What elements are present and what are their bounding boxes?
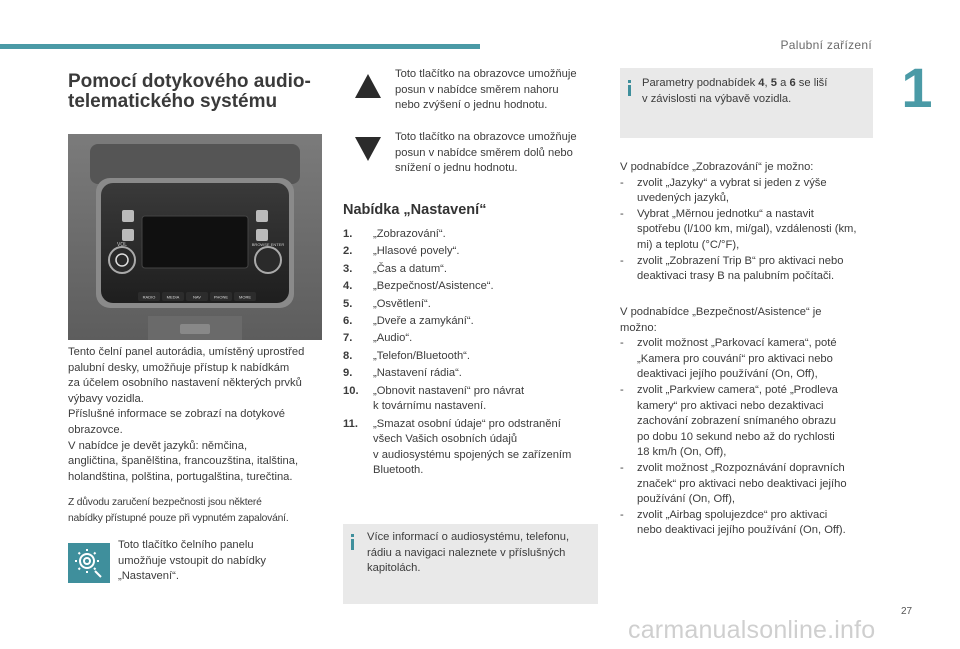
settings-menu-list — [343, 227, 598, 481]
info-audio-line: kapitolách. — [367, 562, 421, 575]
photo-label-vol: VOL — [116, 242, 128, 248]
safety-option-line: značek“ pro aktivaci nebo deaktivaci jejího — [637, 477, 847, 490]
menu-item-number: 4. — [343, 280, 353, 293]
settings-menu-item — [343, 384, 598, 415]
safety-option — [620, 383, 882, 461]
menu-item-number: 7. — [343, 332, 353, 345]
photo-label-media: MEDIA — [166, 294, 180, 300]
intro-line: výbavy vozidla. — [68, 392, 144, 405]
down-button-description — [395, 130, 605, 177]
safety-option-line: zachování zobrazení snímaného obrazu — [637, 415, 837, 428]
safety-note — [68, 495, 330, 526]
up-button-description — [395, 67, 605, 114]
info-sep-1: , — [764, 77, 771, 89]
safety-option-line: 18 km/h (On, Off), — [637, 446, 727, 459]
menu-item-number: 8. — [343, 349, 353, 362]
info-text-c: se liší — [795, 77, 828, 89]
safety-option — [620, 461, 882, 508]
menu-item-text: „Osvětlení“. — [373, 297, 431, 310]
chapter-number: 1 — [901, 56, 933, 119]
safety-option-line: - zvolit „Airbag spolujezdce“ pro aktivaci — [637, 508, 828, 521]
menu-item-text: „Dveře a zamykání“. — [373, 314, 474, 327]
menu-item-text: „Nastavení rádia“. — [373, 367, 462, 380]
photo-label-radio: RADIO — [142, 294, 156, 300]
display-intro: V podnabídce „Zobrazování“ je možno: — [620, 161, 814, 173]
display-option-line: - zvolit „Zobrazení Trip B“ pro aktivaci nebo — [637, 254, 844, 267]
menu-item-text: „Smazat osobní údaje“ pro odstranění — [373, 417, 561, 430]
info-icon-dot — [351, 534, 354, 537]
info-parameters-text — [642, 76, 870, 107]
safety-option-line: - zvolit možnost „Parkovací kamera“, poté — [637, 337, 837, 350]
menu-item-text: „Čas a datum“. — [373, 262, 447, 275]
menu-item-text: „Zobrazování“. — [373, 228, 446, 240]
settings-desc-line: „Nastavení“. — [118, 570, 179, 583]
photo-label-phone: PHONE — [213, 294, 229, 300]
intro-line: V nabídce je devět jazyků: němčina, — [68, 439, 248, 452]
display-option-line: spotřebu (l/100 km, mi/gal), vzdálenosti (km, — [637, 223, 857, 236]
intro-line: obrazovce. — [68, 423, 123, 436]
settings-menu-item — [343, 244, 598, 260]
intro-line: Tento čelní panel autorádia, umístěný uprostřed — [68, 346, 305, 358]
menu-item-text: „Obnovit nastavení“ pro návrat — [373, 384, 525, 397]
up-desc-line: Toto tlačítko na obrazovce umožňuje — [395, 68, 577, 80]
arrow-down-icon — [355, 137, 381, 161]
menu-item-text: „Bezpečnost/Asistence“. — [373, 280, 494, 293]
settings-menu-item — [343, 331, 598, 347]
info-text-a: Parametry podnabídek — [642, 77, 759, 89]
photo-label-nav: NAV — [193, 294, 201, 300]
safety-option-line: používání (On, Off), — [637, 493, 736, 506]
menu-item-number: 5. — [343, 297, 353, 310]
info-parameters-line-1 — [642, 76, 870, 92]
intro-line: angličtina, španělština, francouzština, italština, — [68, 455, 299, 468]
safety-option-line: po dobu 10 sekund nebo až do rychlosti — [637, 430, 835, 443]
intro-line: holandština, polština, portugalština, turečtina. — [68, 470, 293, 483]
display-option-line: mi) a teplotu (°C/°F), — [637, 238, 740, 251]
safety-option-line: nebo deaktivaci jejího používání (On, Off). — [637, 524, 846, 537]
arrow-up-icon — [355, 74, 381, 98]
safety-option-line: kamery“ pro aktivaci nebo dezaktivaci — [637, 399, 824, 412]
menu-item-text: v audiosystému spojených se zařízením — [373, 448, 572, 461]
info-bold-6: 6 — [789, 77, 796, 89]
settings-menu-item — [343, 262, 598, 278]
display-option-line: - zvolit „Jazyky“ a vybrat si jeden z výše — [637, 176, 827, 189]
settings-menu-title: Nabídka „Nastavení“ — [343, 202, 487, 218]
menu-item-number: 2. — [343, 245, 353, 258]
menu-item-text: k továrnímu nastavení. — [373, 400, 487, 413]
menu-item-text: „Audio“. — [373, 332, 413, 345]
page-title-line-2: telematického systému — [68, 91, 278, 112]
display-option — [620, 254, 882, 285]
page-number: 27 — [901, 606, 913, 617]
display-option — [620, 176, 882, 207]
page-title-line-1: Pomocí dotykového audio- — [68, 71, 311, 92]
menu-item-text: všech Vašich osobních údajů — [373, 433, 518, 446]
safety-option-line: „Kamera pro couvání“ pro aktivaci nebo — [637, 352, 833, 365]
chapter-title: Palubní zařízení — [780, 38, 872, 52]
display-submenu-section — [620, 160, 882, 285]
info-bold-5: 5 — [770, 77, 777, 89]
safety-intro-line: V podnabídce „Bezpečnost/Asistence“ je — [620, 306, 822, 318]
display-options-list — [620, 176, 882, 285]
page-title — [68, 72, 338, 112]
info-audio-line: rádiu a navigaci naleznete v příslušných — [367, 546, 566, 559]
settings-button-description — [118, 538, 328, 585]
menu-item-text: „Telefon/Bluetooth“. — [373, 349, 471, 362]
menu-item-number: 3. — [343, 262, 353, 275]
safety-option — [620, 336, 882, 383]
radio-panel-illustration — [68, 134, 322, 340]
settings-menu-item — [343, 417, 598, 479]
safety-note-line: nabídky přístupné pouze při vypnutém zapalování. — [68, 512, 289, 524]
menu-item-number: 1. — [343, 228, 353, 240]
safety-options-list — [620, 336, 882, 539]
down-desc-line: Toto tlačítko na obrazovce umožňuje — [395, 131, 577, 143]
up-desc-line: nebo zvýšení o jednu hodnotu. — [395, 99, 548, 112]
settings-menu-item — [343, 349, 598, 365]
info-audio-text — [367, 530, 595, 577]
intro-line: palubní desky, umožňuje přístup k nabídkám — [68, 361, 290, 374]
safety-option-line: deaktivaci jejího používání (On, Off), — [637, 368, 818, 381]
settings-menu-item — [343, 366, 598, 382]
up-desc-line: posun v nabídce směrem nahoru — [395, 83, 559, 96]
photo-label-more: MORE — [239, 294, 251, 300]
safety-submenu-section — [620, 305, 882, 539]
safety-option — [620, 508, 882, 539]
photo-label-browse: BROWSE ENTER — [251, 242, 285, 247]
menu-item-text: „Hlasové povely“. — [373, 245, 460, 258]
info-audio-line: Více informací o audiosystému, telefonu, — [367, 531, 570, 543]
info-box-parameters — [620, 68, 873, 138]
settings-gear-icon — [68, 543, 110, 583]
safety-option-line: - zvolit možnost „Rozpoznávání dopravních — [637, 461, 845, 474]
safety-intro-line: možno: — [620, 321, 657, 334]
settings-desc-line: umožňuje vstoupit do nabídky — [118, 554, 267, 567]
settings-desc-line: Toto tlačítko čelního panelu — [118, 539, 254, 551]
info-sep-2: a — [776, 77, 790, 89]
info-parameters-line-2: v závislosti na výbavě vozidla. — [642, 92, 792, 105]
radio-panel-photo — [68, 134, 322, 340]
menu-item-number: 6. — [343, 314, 353, 327]
down-desc-line: posun v nabídce směrem dolů nebo — [395, 146, 573, 159]
display-option-line: deaktivaci trasy B na palubním počítači. — [637, 270, 835, 283]
menu-item-number: 9. — [343, 367, 353, 380]
menu-item-number: 10. — [343, 384, 359, 397]
info-icon — [351, 539, 354, 550]
info-icon — [628, 85, 631, 96]
display-option-line: uvedených jazyků, — [637, 192, 730, 205]
intro-line: Příslušné informace se zobrazí na dotykové — [68, 408, 286, 421]
settings-menu-item — [343, 297, 598, 313]
watermark: carmanualsonline.info — [628, 616, 876, 644]
display-option-line: - Vybrat „Měrnou jednotku“ a nastavit — [637, 207, 814, 220]
intro-paragraph — [68, 345, 328, 485]
header-accent-bar — [0, 44, 480, 49]
display-option — [620, 207, 882, 254]
menu-item-number: 11. — [343, 417, 358, 430]
menu-item-text: Bluetooth. — [373, 464, 424, 477]
safety-option-line: - zvolit „Parkview camera“, poté „Prodleva — [637, 383, 838, 396]
down-desc-line: snížení o jednu hodnotu. — [395, 162, 518, 175]
settings-menu-item — [343, 279, 598, 295]
info-box-audio — [343, 524, 598, 604]
settings-menu-item — [343, 314, 598, 330]
safety-note-line: Z důvodu zaručení bezpečnosti jsou některé — [68, 497, 262, 508]
info-bold-4: 4 — [758, 77, 765, 89]
info-icon-dot — [628, 80, 631, 83]
settings-menu-item — [343, 227, 598, 243]
intro-line: za účelem osobního nastavení některých prvků — [68, 377, 302, 390]
